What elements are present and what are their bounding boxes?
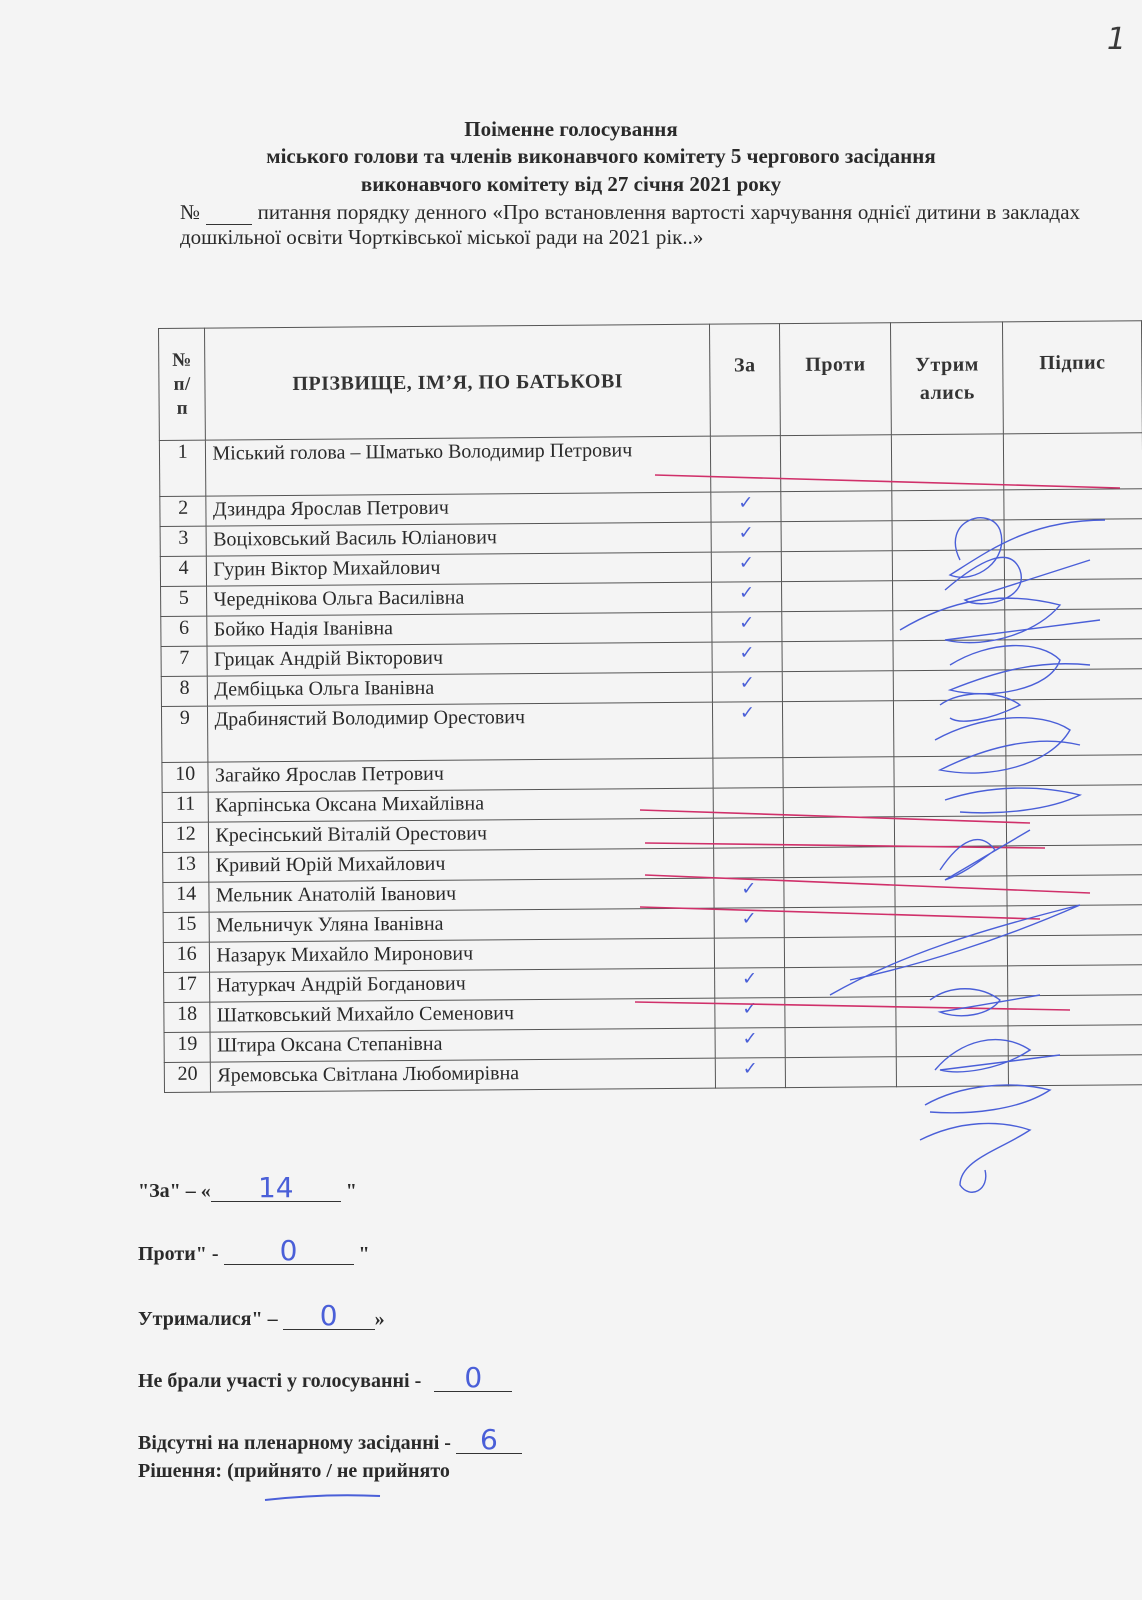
strike-line-row-13: [640, 907, 1040, 919]
member-name: Мельничук Уляна Іванівна: [210, 908, 715, 942]
signature-icon: [940, 694, 1020, 721]
accepted-underline: [265, 1495, 380, 1500]
title-line-3: виконавчого комітету від 27 січня 2021 року: [360, 172, 782, 196]
member-name: Кресінський Віталій Орестович: [209, 818, 714, 852]
member-name: Назарук Михайло Миронович: [210, 938, 715, 972]
signature-icon: [920, 1123, 1030, 1192]
total-against: [138, 1234, 370, 1267]
absent-label: Відсутні на пленарному засіданні -: [138, 1432, 451, 1454]
absent-strike-lines: [635, 475, 1120, 1010]
page-number: 1: [1106, 22, 1126, 57]
vote-for-mark: ✓: [715, 998, 785, 1029]
header-against: Проти: [779, 323, 891, 436]
row-number: 15: [163, 912, 210, 942]
total-for: [138, 1171, 357, 1204]
signature-icon: [940, 830, 1030, 880]
vote-for-mark: ✓: [711, 552, 781, 583]
vote-for-mark: ✓: [712, 612, 782, 643]
vote-for-mark: ✓: [715, 1058, 785, 1089]
strike-line-row-12: [645, 875, 1090, 893]
not-voted: [138, 1361, 512, 1394]
row-number: 19: [164, 1032, 211, 1062]
member-name: Бойко Надія Іванівна: [207, 612, 712, 646]
header-name: ПРІЗВИЩЕ, ІМ’Я, ПО БАТЬКОВІ: [205, 324, 711, 440]
vote-for-mark: ✓: [715, 1028, 785, 1059]
signature-icon: [925, 1085, 1050, 1113]
vote-for-mark: ✓: [712, 672, 782, 703]
signature-icon: [930, 989, 1040, 1016]
member-name: Кривий Юрій Михайлович: [209, 848, 714, 882]
total-against-end: ": [358, 1243, 370, 1265]
total-abstained-end: »: [374, 1308, 385, 1330]
header-for: За: [710, 324, 781, 437]
total-abstained-value: 0: [283, 1303, 375, 1330]
vote-for-mark: ✓: [714, 908, 784, 939]
member-name: Мельник Анатолій Іванович: [209, 878, 714, 912]
member-name: Гурин Віктор Михайлович: [207, 552, 712, 586]
member-name: Воціховський Василь Юліанович: [207, 522, 712, 556]
header-signature: Підпис: [1003, 321, 1142, 434]
total-abstained: [138, 1299, 385, 1332]
member-name: Міський голова – Шматько Володимир Петрович: [206, 436, 711, 496]
not-voted-label: Не брали участі у голосуванні -: [138, 1370, 422, 1392]
vote-for-mark: ✓: [711, 522, 781, 553]
vote-for-mark: ✓: [715, 968, 785, 999]
row-number: 10: [162, 762, 209, 792]
decision-accepted: прийнято: [233, 1460, 322, 1482]
row-number: 2: [160, 496, 207, 526]
member-name: Штира Оксана Степанівна: [211, 1028, 716, 1062]
header-number: № п/ п: [159, 328, 206, 440]
strike-line-row-16: [635, 1002, 1070, 1010]
row-number: 18: [164, 1002, 211, 1032]
decision-label: Рішення: (: [138, 1460, 234, 1482]
row-number: 13: [163, 852, 210, 882]
total-against-label: Проти" -: [138, 1243, 219, 1265]
total-abstained-label: Утрималися" –: [138, 1308, 278, 1330]
total-for-value: 14: [211, 1175, 341, 1202]
row-number: 8: [161, 676, 208, 706]
vote-for-mark: ✓: [714, 878, 784, 909]
row-number: 12: [162, 822, 209, 852]
row-number: 20: [164, 1062, 211, 1092]
member-name: Грицак Андрій Вікторович: [207, 642, 712, 676]
total-for-label: "За" – «: [138, 1180, 211, 1202]
signature-icon: [935, 1040, 1060, 1072]
signature-icon: [950, 646, 1090, 694]
row-number: 16: [163, 942, 210, 972]
total-for-end: ": [345, 1180, 357, 1202]
decision: [138, 1460, 450, 1483]
agenda-number-sign: №: [180, 200, 201, 224]
absent-value: 6: [456, 1427, 522, 1454]
signature-scribbles: [830, 518, 1105, 1192]
strike-line-row-11: [645, 843, 1045, 848]
row-number: 1: [159, 440, 206, 496]
vote-for-mark: ✓: [713, 702, 783, 759]
member-name: Драбинястий Володимир Орестович: [208, 702, 713, 762]
signature-icon: [935, 718, 1080, 773]
total-against-value: 0: [224, 1238, 354, 1265]
vote-for-mark: ✓: [711, 492, 781, 523]
member-name: Шатковський Михайло Семенович: [210, 998, 715, 1032]
row-number: 5: [161, 586, 208, 616]
row-number: 7: [161, 646, 208, 676]
row-number: 4: [160, 556, 207, 586]
signature-icon: [900, 598, 1100, 643]
title-line-1: Поіменне голосування: [464, 117, 678, 141]
signature-icon: [830, 905, 1080, 995]
row-number: 14: [163, 882, 210, 912]
member-name: Дзиндра Ярослав Петрович: [206, 492, 711, 526]
row-number: 11: [162, 792, 209, 822]
member-name: Череднікова Ольга Василівна: [207, 582, 712, 616]
decision-rest: / не прийнято: [321, 1460, 450, 1482]
member-name: Дембіцька Ольга Іванівна: [208, 672, 713, 706]
member-name: Карпінська Оксана Михайлівна: [209, 788, 714, 822]
signature-icon: [945, 788, 1080, 813]
title-line-2: міського голови та членів виконавчого комітету 5 чергового засідання: [266, 144, 936, 168]
row-number: 17: [164, 972, 211, 1002]
absent-count: [138, 1423, 522, 1456]
row-number: 9: [161, 706, 208, 762]
vote-for-mark: ✓: [712, 642, 782, 673]
header-abstained: Утрим ались: [891, 322, 1004, 435]
member-name: Загайко Ярослав Петрович: [208, 758, 713, 792]
not-voted-value: 0: [434, 1365, 512, 1392]
vote-for-mark: ✓: [712, 582, 782, 613]
agenda-text: питання порядку денного «Про встановлення вартості харчування однієї дитини в закладах дошкільної освіти Чортківської міської ради на 2021 рік..»: [180, 200, 1081, 249]
member-name: Натуркач Андрій Богданович: [210, 968, 715, 1002]
row-number: 3: [160, 526, 207, 556]
row-number: 6: [161, 616, 208, 646]
member-name: Яремовська Світлана Любомирівна: [211, 1058, 716, 1092]
strike-line-row-1: [655, 475, 1120, 488]
